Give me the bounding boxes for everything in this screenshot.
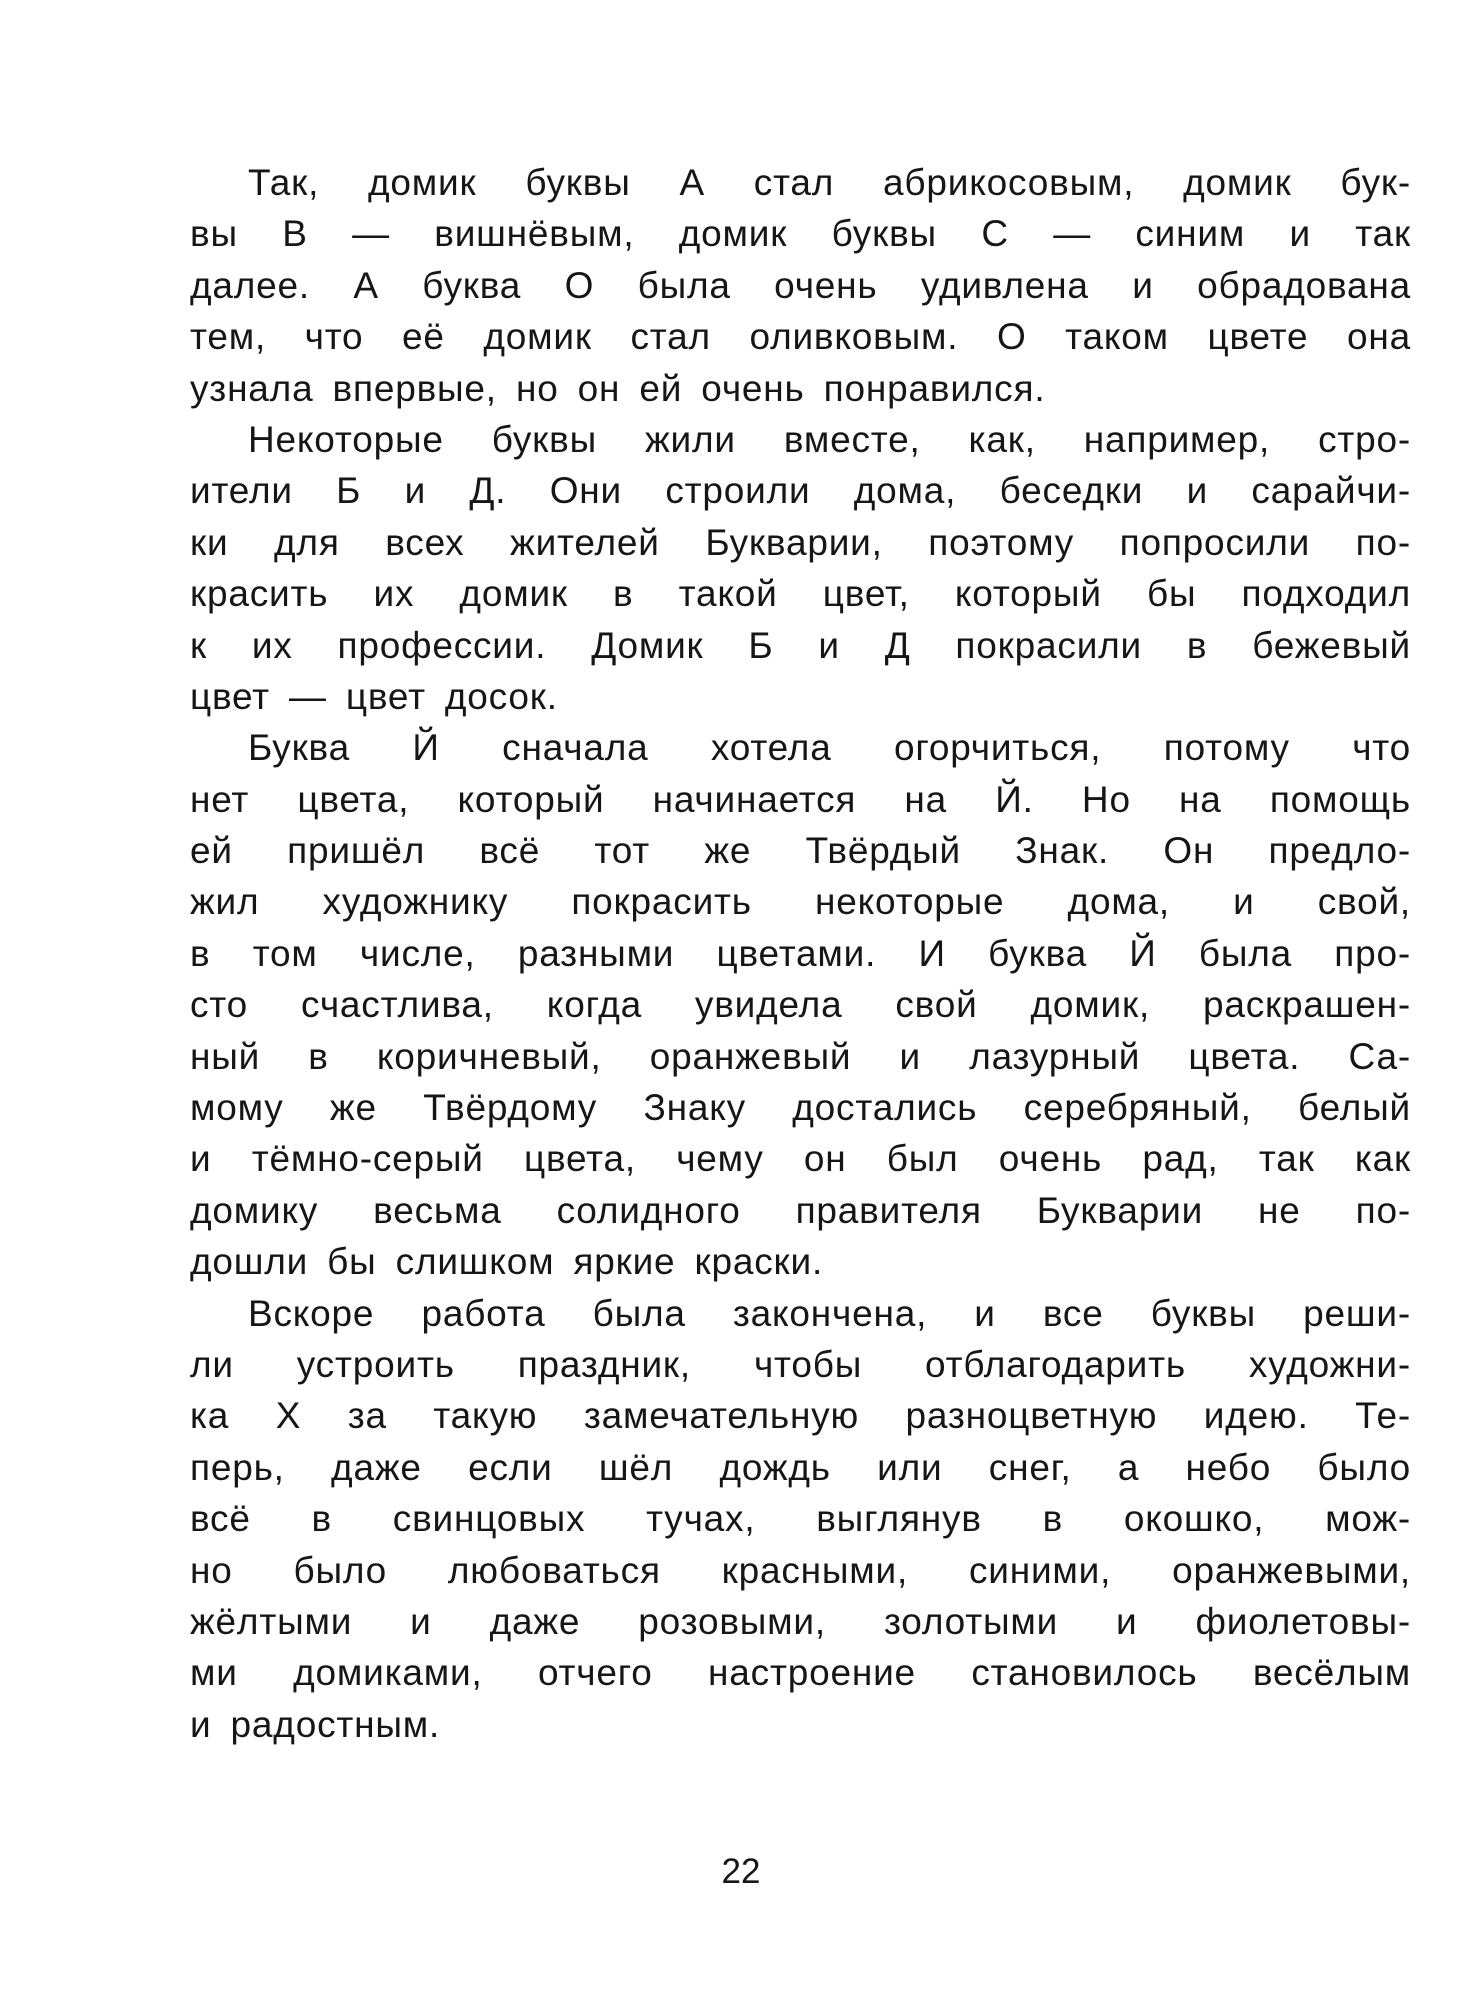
- text-line: Буква Й сначала хотела огорчиться, потому что: [248, 727, 1411, 769]
- text-line: цвет — цвет досок.: [190, 675, 558, 717]
- text-line: красить их домик в такой цвет, который бы подходил: [190, 573, 1411, 615]
- text-line: нет цвета, который начинается на Й. Но на помощь: [190, 778, 1411, 820]
- text-line: домику весьма солидного правителя Букварии не по-: [190, 1189, 1411, 1231]
- text-line: всё в свинцовых тучах, выглянув в окошко, мож-: [190, 1498, 1411, 1540]
- text-line: ми домиками, отчего настроение становилось весёлым: [190, 1652, 1411, 1694]
- text-line: но было любоваться красными, синими, оранжевыми,: [190, 1549, 1411, 1591]
- text-line: вы В — вишнёвым, домик буквы С — синим и так: [190, 213, 1411, 255]
- text-line: далее. А буква О была очень удивлена и обрадована: [190, 264, 1411, 306]
- page-number: 22: [721, 1852, 761, 1891]
- text-line: и тёмно-серый цвета, чему он был очень рад, так как: [190, 1138, 1411, 1180]
- text-line: к их профессии. Домик Б и Д покрасили в бежевый: [190, 624, 1411, 666]
- text-line: ка Х за такую замечательную разноцветную идею. Те-: [190, 1395, 1411, 1437]
- text-line: узнала впервые, но он ей очень понравился.: [190, 367, 1046, 409]
- text-line: и радостным.: [190, 1703, 441, 1745]
- text-line: дошли бы слишком яркие краски.: [190, 1241, 824, 1283]
- text-line: перь, даже если шёл дождь или снег, а небо было: [190, 1446, 1411, 1488]
- text-line: жил художнику покрасить некоторые дома, и свой,: [190, 881, 1411, 923]
- text-line: ители Б и Д. Они строили дома, беседки и сарайчи-: [190, 470, 1411, 512]
- text-line: Вскоре работа была закончена, и все буквы реши-: [248, 1292, 1411, 1334]
- text-line: Так, домик буквы А стал абрикосовым, домик бук-: [248, 162, 1411, 203]
- text-line: ей пришёл всё тот же Твёрдый Знак. Он предло-: [190, 830, 1411, 872]
- text-line: жёлтыми и даже розовыми, золотыми и фиолетовы-: [190, 1600, 1411, 1642]
- story-text: [190, 157, 1411, 1750]
- text-line: ный в коричневый, оранжевый и лазурный цвета. Са-: [190, 1035, 1411, 1077]
- text-line: ли устроить праздник, чтобы отблагодарить художни-: [190, 1343, 1411, 1385]
- text-line: Некоторые буквы жили вместе, как, например, стро-: [248, 418, 1411, 460]
- text-line: тем, что её домик стал оливковым. О таком цвете она: [190, 316, 1411, 358]
- text-line: в том числе, разными цветами. И буква Й была про-: [190, 932, 1411, 974]
- text-line: мому же Твёрдому Знаку достались серебряный, белый: [190, 1087, 1411, 1129]
- text-line: сто счастлива, когда увидела свой домик, раскрашен-: [190, 984, 1411, 1026]
- text-line: ки для всех жителей Букварии, поэтому попросили по-: [190, 521, 1411, 563]
